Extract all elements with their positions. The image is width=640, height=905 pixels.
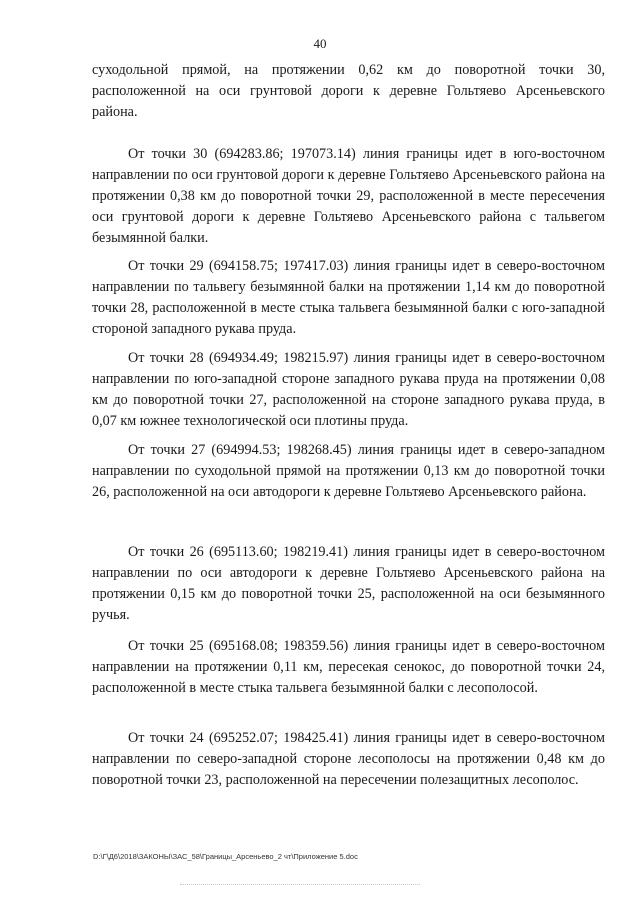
page-number: 40 (313, 36, 327, 51)
footer-file-path: D:\Г\Д6\2018\ЗАКОНЫ\ЗАС_58\Границы_Арсеньево_2 чт\Приложение 5.doc (93, 852, 358, 861)
paragraph-point-27: От точки 27 (694994.53; 198268.45) линия границы идет в северо-западном направлении по суходольной прямой на протяжении 0,13 км до поворотной точки 26, расположенной на оси автодороги к деревне Гольтяево Арсеньевского района. (92, 442, 605, 500)
paragraph-point-28: От точки 28 (694934.49; 198215.97) линия границы идет в северо-восточном направлении по юго-западной стороне западного рукава пруда на протяжении 0,08 км до поворотной точки 27, расположенной на стороне западного рукава пруда, в 0,07 км южнее технологической оси плотины пруда. (92, 350, 605, 429)
paragraph-point-25: От точки 25 (695168.08; 198359.56) линия границы идет в северо-восточном направлении на протяжении 0,11 км, пересекая сенокос, до поворотной точки 24, расположенной в месте стыка тальвега безымянной балки с лесополосой. (92, 638, 605, 696)
paragraph-point-26: От точки 26 (695113.60; 198219.41) линия границы идет в северо-восточном направлении по оси автодороги к деревне Гольтяево Арсеньевского района на протяжении 0,15 км до поворотной точки 25, расположенной на оси безымянного ручья. (92, 544, 605, 623)
paragraph-continuation: суходольной прямой, на протяжении 0,62 км до поворотной точки 30, расположенной на оси грунтовой дороги к деревне Гольтяево Арсеньевского района. (92, 62, 605, 120)
paragraph-point-29: От точки 29 (694158.75; 197417.03) линия границы идет в северо-восточном направлении по тальвегу безымянной балки на протяжении 1,14 км до поворотной точки 28, расположенной в месте стыка тальвега безымянной балки с юго-западной стороной западного рукава пруда. (92, 258, 605, 337)
paragraph-point-24: От точки 24 (695252.07; 198425.41) линия границы идет в северо-восточном направлении по северо-западной стороне лесополосы на протяжении 0,48 км до поворотной точки 23, расположенной на пересечении полезащитных лесополос. (92, 730, 605, 788)
scan-artifact-line (180, 884, 420, 886)
paragraph-point-30: От точки 30 (694283.86; 197073.14) линия границы идет в юго-восточном направлении по оси грунтовой дороги к деревне Гольтяево Арсеньевского района на протяжении 0,38 км до поворотной точки 29, расположенной в месте пересечения оси грунтовой дороги к деревне Гольтяево Арсеньевского района с тальвегом безымянной балки. (92, 146, 605, 246)
